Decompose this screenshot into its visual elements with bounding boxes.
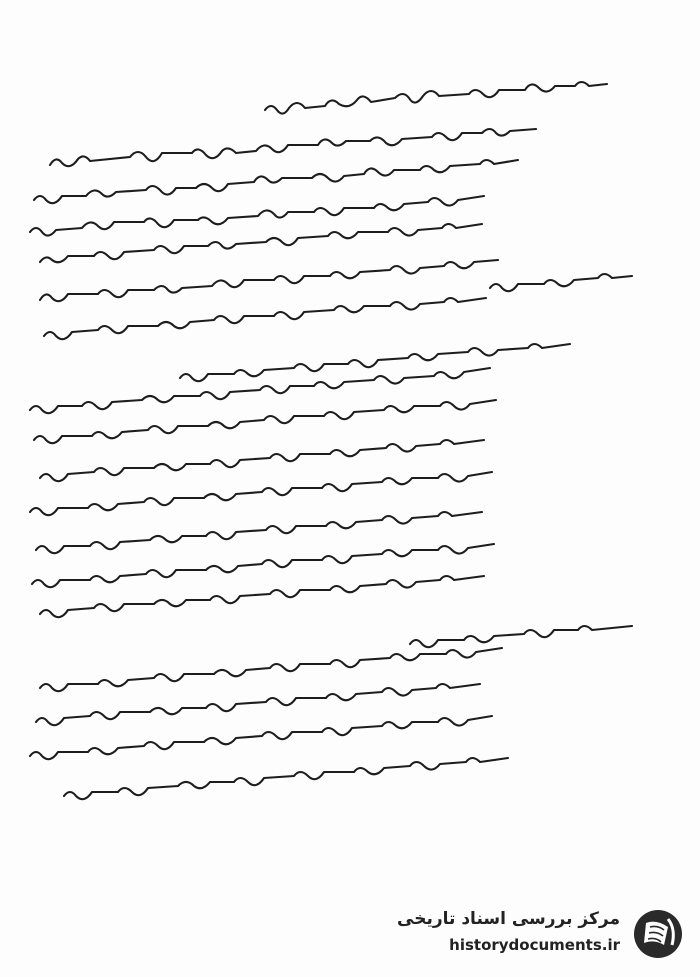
document-stack-logo-icon bbox=[628, 907, 686, 961]
handwriting-line bbox=[30, 716, 492, 759]
handwriting-line bbox=[50, 129, 536, 166]
handwriting-line bbox=[30, 472, 492, 515]
handwriting-line bbox=[44, 298, 486, 339]
handwriting-line bbox=[490, 274, 632, 291]
handwriting-line bbox=[34, 160, 518, 203]
handwriting-line bbox=[180, 344, 570, 381]
handwriting-line bbox=[36, 512, 482, 553]
handwriting-line bbox=[30, 196, 484, 236]
handwriting-line bbox=[36, 684, 480, 725]
handwriting-line bbox=[410, 626, 632, 647]
archive-footer bbox=[397, 903, 686, 963]
archive-name: مرکز بررسی اسناد تاریخی bbox=[397, 909, 620, 929]
handwriting-line bbox=[34, 400, 496, 443]
handwriting-line bbox=[40, 648, 502, 691]
handwriting-line bbox=[265, 82, 607, 114]
handwriting-line bbox=[40, 260, 498, 301]
handwriting-line bbox=[64, 758, 508, 799]
archive-website: historydocuments.ir bbox=[449, 936, 620, 954]
handwriting-line bbox=[40, 440, 484, 481]
